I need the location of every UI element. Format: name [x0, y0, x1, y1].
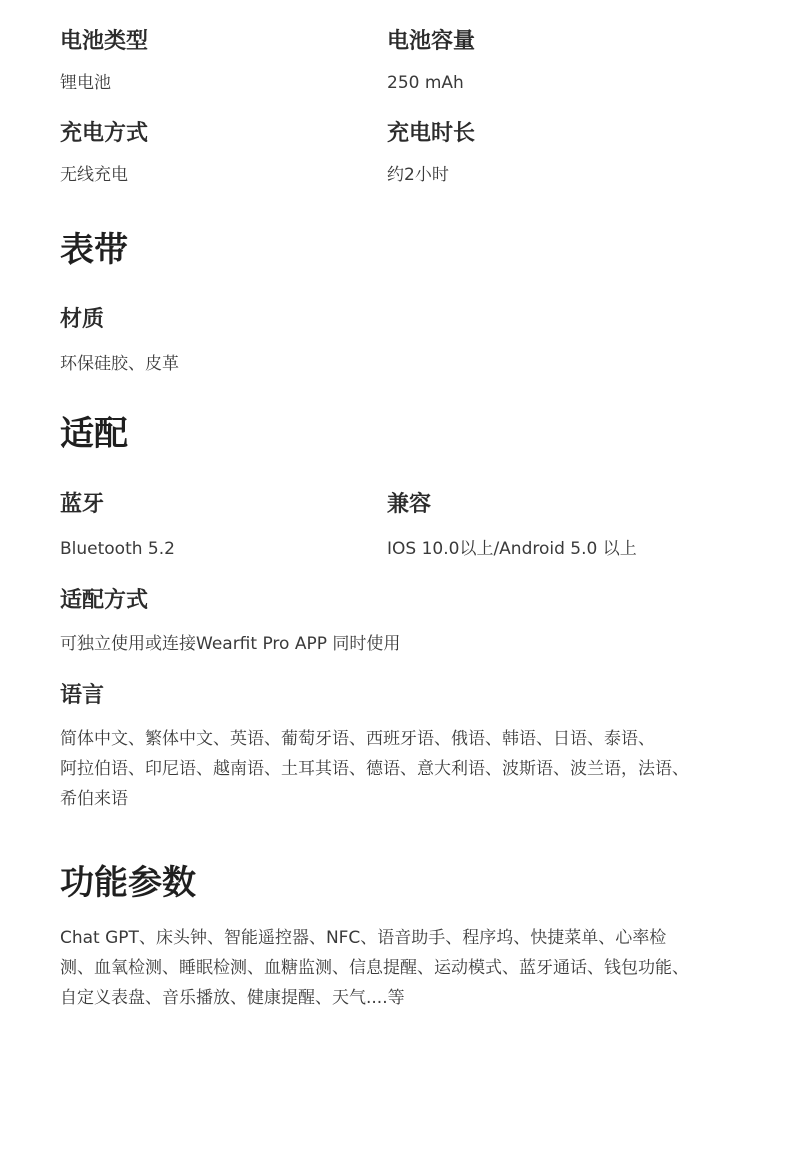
charge-time-cell — [387, 119, 714, 187]
features-line: 测、血氧检测、睡眠检测、血糖监测、信息提醒、运动模式、蓝牙通话、钱包功能、 — [60, 958, 689, 978]
language-line: 希伯来语 — [60, 789, 128, 809]
compatible-cell — [387, 490, 714, 561]
language-label: 语言 — [60, 683, 105, 708]
mode-cell — [60, 586, 400, 656]
features-section-title: 功能参数 — [60, 863, 196, 903]
mode-label: 适配方式 — [60, 588, 149, 613]
battery-type-label: 电池类型 — [60, 29, 149, 54]
charge-time-label: 充电时长 — [387, 121, 476, 146]
bluetooth-cell — [60, 490, 387, 561]
battery-capacity-label: 电池容量 — [387, 29, 476, 54]
charge-time-value: 约2小时 — [387, 165, 449, 185]
compatible-value: IOS 10.0以上/Android 5.0 以上 — [387, 539, 637, 559]
language-value — [60, 724, 740, 814]
mode-value: 可独立使用或连接Wearfit Pro APP 同时使用 — [60, 634, 401, 654]
features-line: Chat GPT、床头钟、智能遥控器、NFC、语音助手、程序坞、快捷菜单、心率检 — [60, 928, 667, 948]
language-line: 简体中文、繁体中文、英语、葡萄牙语、西班牙语、俄语、韩语、日语、泰语、 — [60, 729, 655, 749]
charging-label: 充电方式 — [60, 121, 149, 146]
battery-capacity-value: 250 mAh — [387, 73, 464, 93]
charging-cell — [60, 119, 387, 187]
compatible-label: 兼容 — [387, 492, 432, 517]
language-cell — [60, 681, 740, 814]
material-value: 环保硅胶、皮革 — [60, 354, 179, 374]
battery-row-1 — [60, 27, 740, 95]
language-line: 阿拉伯语、印尼语、越南语、土耳其语、德语、意大利语、波斯语、波兰语，法语、 — [60, 759, 689, 779]
battery-capacity-cell — [387, 27, 714, 95]
features-value — [60, 923, 740, 1013]
strap-material-cell — [60, 305, 179, 376]
battery-row-2 — [60, 119, 740, 187]
bluetooth-label: 蓝牙 — [60, 492, 105, 517]
strap-section-title: 表带 — [60, 230, 128, 270]
compat-row-1 — [60, 490, 740, 561]
battery-type-cell — [60, 27, 387, 95]
charging-value: 无线充电 — [60, 165, 128, 185]
bluetooth-value: Bluetooth 5.2 — [60, 539, 175, 559]
battery-type-value: 锂电池 — [60, 73, 111, 93]
compat-section-title: 适配 — [60, 414, 128, 454]
features-line: 自定义表盘、音乐播放、健康提醒、天气....等 — [60, 988, 405, 1008]
material-label: 材质 — [60, 307, 105, 332]
